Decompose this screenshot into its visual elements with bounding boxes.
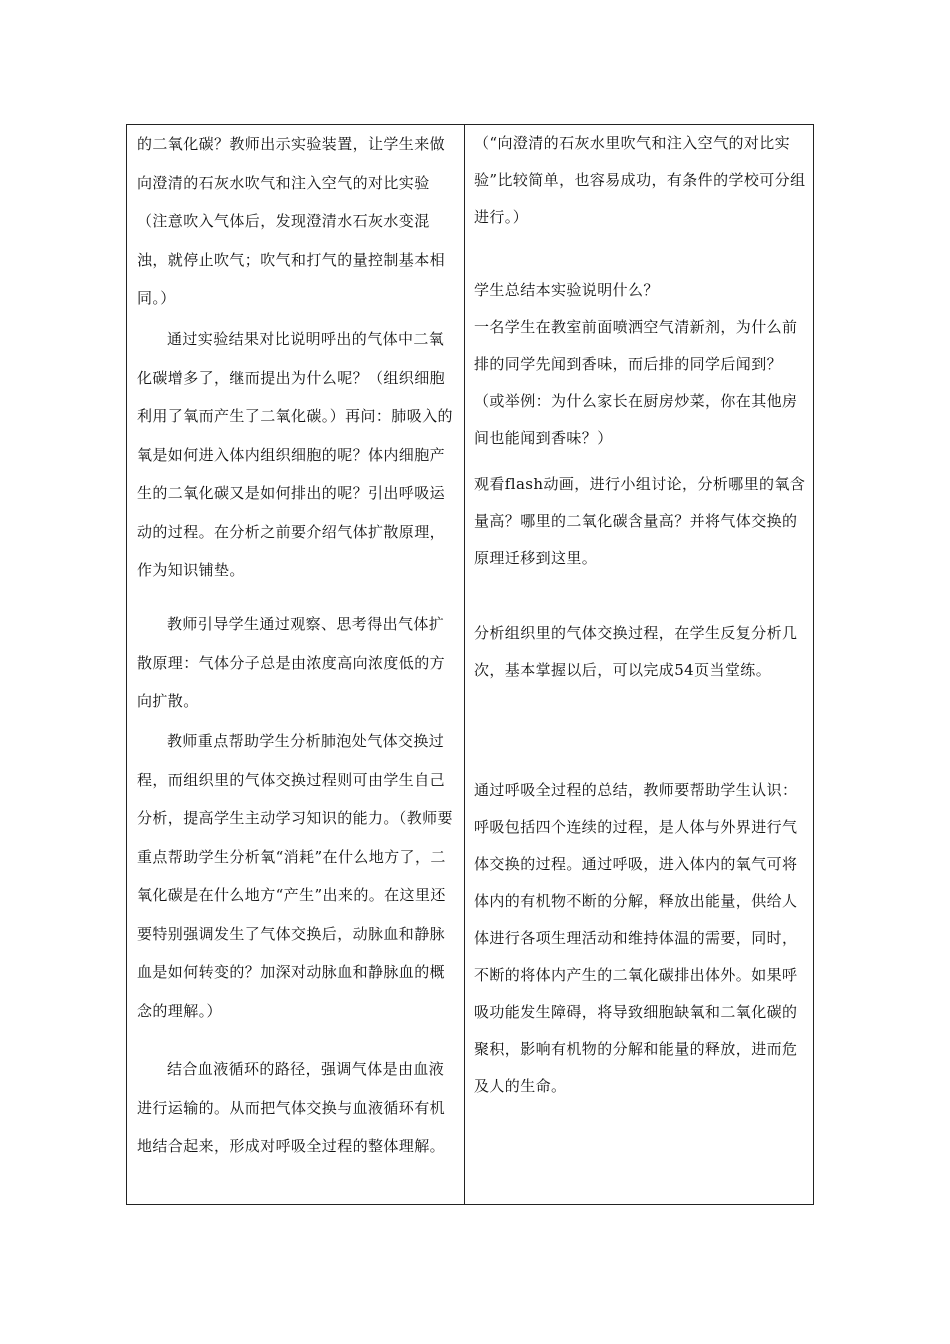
lesson-table <box>126 124 814 1205</box>
right-paragraph-5: 分析组织里的气体交换过程，在学生反复分析几次，基本掌握以后，可以完成54页当堂练。 <box>474 624 798 679</box>
left-paragraph-3: 教师引导学生通过观察、思考得出气体扩散原理：气体分子总是由浓度高向浓度低的方向扩散。 <box>137 615 446 710</box>
left-paragraph-4: 教师重点帮助学生分析肺泡处气体交换过程，而组织里的气体交换过程则可由学生自己分析，提高学生主动学习知识的能力。（教师要重点帮助学生分析氧“消耗”在什么地方了，二氧化碳是在什么地方“产生”出来的。在这里还要特别强调发生了气体交换后，动脉血和静脉血是如何转变的？加深对动脉血和静脉血的概念的理解。） <box>137 732 453 1020</box>
right-paragraph-6: 通过呼吸全过程的总结，教师要帮助学生认识：呼吸包括四个连续的过程，是人体与外界进行气体交换的过程。通过呼吸，进入体内的氧气可将体内的有机物不断的分解，释放出能量，供给人体进行各项生理活动和维持体温的需要，同时，不断的将体内产生的二氧化碳排出体外。如果呼吸功能发生障碍，将导致细胞缺氧和二氧化碳的聚积，影响有机物的分解和能量的释放，进而危及人的生命。 <box>474 781 798 1095</box>
left-paragraph-5: 结合血液循环的路径，强调气体是由血液进行运输的。从而把气体交换与血液循环有机地结合起来，形成对呼吸全过程的整体理解。 <box>137 1060 446 1155</box>
column-divider <box>464 125 465 1204</box>
left-paragraph-1: 的二氧化碳？教师出示实验装置，让学生来做向澄清的石灰水吹气和注入空气的对比实验（注意吹入气体后，发现澄清水石灰水变混浊，就停止吹气；吹气和打气的量控制基本相同。） <box>137 135 446 307</box>
right-paragraph-4: 观看flash动画，进行小组讨论，分析哪里的氧含量高？哪里的二氧化碳含量高？并将气体交换的原理迁移到这里。 <box>474 475 806 567</box>
right-paragraph-1: （“向澄清的石灰水里吹气和注入空气的对比实验”比较简单，也容易成功，有条件的学校可分组进行。） <box>474 134 806 226</box>
right-paragraph-2: 学生总结本实验说明什么？ <box>474 281 659 299</box>
right-paragraph-3: 一名学生在教室前面喷洒空气清新剂，为什么前排的同学先闻到香味，而后排的同学后闻到？（或举例：为什么家长在厨房炒菜，你在其他房间也能闻到香味？） <box>474 318 798 447</box>
left-paragraph-2: 通过实验结果对比说明呼出的气体中二氧化碳增多了，继而提出为什么呢？（组织细胞利用了氧而产生了二氧化碳。）再问：肺吸入的氧是如何进入体内组织细胞的呢？体内细胞产生的二氧化碳又是如何排出的呢？引出呼吸运动的过程。在分析之前要介绍气体扩散原理，作为知识铺垫。 <box>137 330 453 579</box>
